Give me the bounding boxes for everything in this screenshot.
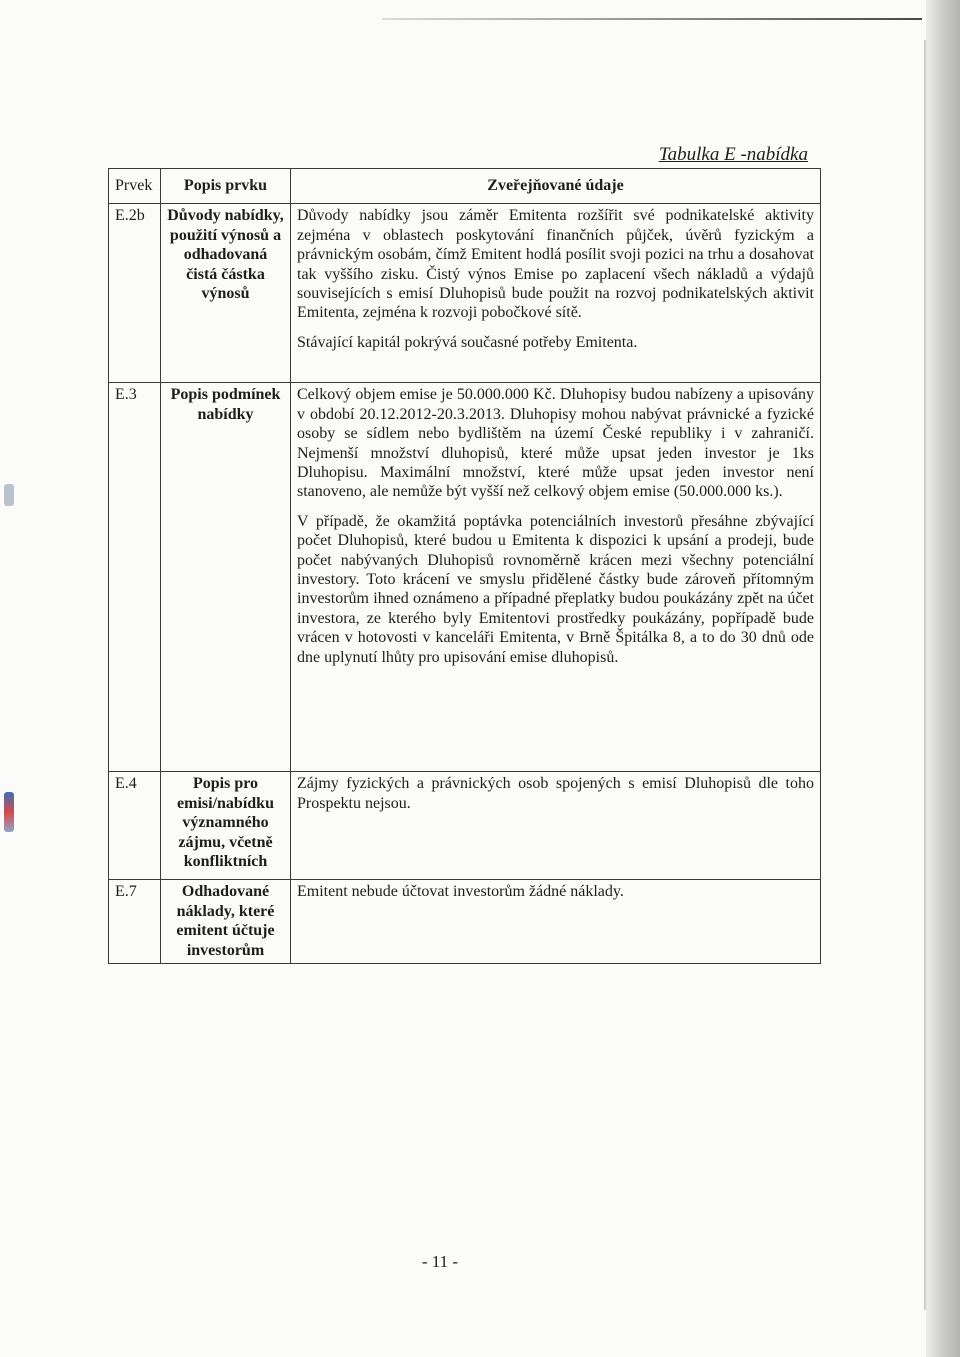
prvek-cell: E.4 [109, 772, 161, 880]
table-row [109, 204, 821, 383]
prvek-cell: E.2b [109, 204, 161, 383]
popis-cell: Důvody nabídky, použití výnosů a odhadovaná čistá částka výnosů [161, 204, 291, 383]
column-header-popis: Popis prvku [161, 169, 291, 204]
column-header-prvek: Prvek [109, 169, 161, 204]
cell-paragraph: Emitent nebude účtovat investorům žádné náklady. [297, 883, 624, 901]
prvek-cell: E.7 [109, 880, 161, 964]
scan-margin-mark [4, 792, 14, 832]
scan-border [926, 0, 960, 1357]
table-row [109, 772, 821, 880]
scan-edge-line [382, 18, 922, 20]
table-row [109, 880, 821, 964]
popis-cell: Popis pro emisi/nabídku významného zájmu, včetně konfliktních [161, 772, 291, 880]
offer-table [108, 168, 821, 964]
cell-paragraph: Důvody nabídky jsou záměr Emitenta rozšířit své podnikatelské aktivity zejména v oblastech poskytování finančních půjček, úvěrů fyzickým a právnickým osobám, čímž Emitent hodlá posílit svoji pozici na trhu a dosahovat tak vyššího zisku. Čistý výnos Emise po zaplacení všech nákladů a výdajů souvisejících s emisí Dluhopisů bude použit na rozvoj podnikatelských aktivit Emitenta, zejména k rozvoji pobočkové sítě. [297, 207, 814, 322]
zverejnovane-cell [291, 383, 821, 772]
cell-paragraph: V případě, že okamžitá poptávka potenciálních investorů přesáhne zbývající počet Dluhopisů, které budou u Emitenta k dispozici k upsání a prodeji, bude počet nabývaných Dluhopisů rovnoměrně krácen mezi všechny potenciální investory. Toto krácení ve smyslu přidělené částky bude zároveň přítomným investorům ihned oznámeno a případné přeplatky budou poukázány zpět na účet investora, ze kterého byly Emitentovi prostředky poukázány, popřípadě bude vrácen v hotovosti v kanceláři Emitenta, v Brně Špitálka 8, a to do 30 dnů ode dne uplynutí lhůty pro upisování emise dluhopisů. [297, 512, 814, 666]
cell-paragraph: Stávající kapitál pokrývá současné potřeby Emitenta. [297, 333, 638, 351]
zverejnovane-cell [291, 772, 821, 880]
page-number: - 11 - [421, 1252, 459, 1271]
table-header-row [109, 169, 821, 204]
table-title: Tabulka E -nabídka [658, 144, 808, 165]
zverejnovane-cell [291, 880, 821, 964]
table-row [109, 383, 821, 772]
popis-cell: Popis podmínek nabídky [161, 383, 291, 772]
cell-paragraph: Zájmy fyzických a právnických osob spojených s emisí Dluhopisů dle toho Prospektu nejsou. [297, 775, 814, 812]
scan-margin-mark [4, 484, 14, 506]
prvek-cell: E.3 [109, 383, 161, 772]
column-header-zverejnovane: Zveřejňované údaje [291, 169, 821, 204]
cell-paragraph: Celkový objem emise je 50.000.000 Kč. Dluhopisy budou nabízeny a upisovány v období 20.12.2012-20.3.2013. Dluhopisy mohou nabývat právnické a fyzické osoby se sídlem nebo bydlištěm na území České republiky i v zahraničí. Nejmenší množství dluhopisů, které může upsat jeden investor je 1ks Dluhopisu. Maximální množství, které může upsat jeden investor není stanoveno, ale nemůže být vyšší než celkový objem emise (50.000.000 ks.). [297, 386, 814, 501]
popis-cell: Odhadované náklady, které emitent účtuje investorům [161, 880, 291, 964]
zverejnovane-cell [291, 204, 821, 383]
